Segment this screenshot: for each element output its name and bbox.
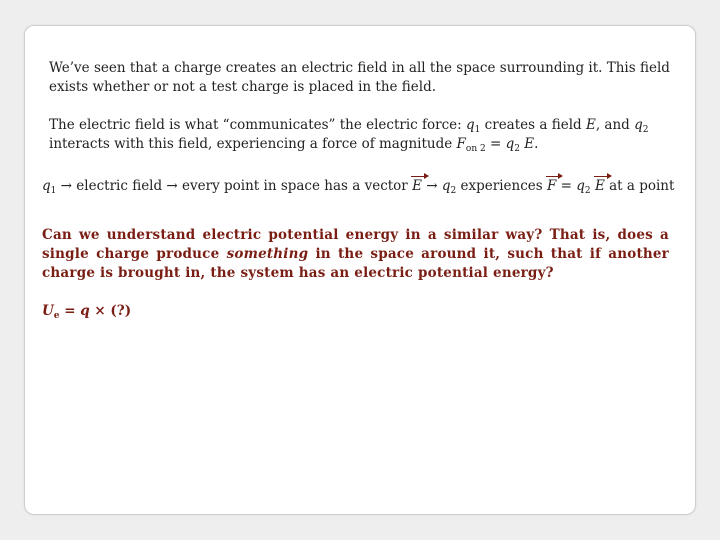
emphasis-something: something [226,246,309,262]
text-segment: experiences [456,178,547,194]
intro-text: We’ve seen that a charge creates an electric field in all the space surrounding it. This field exists whether or not a test charge is placed in the field. [49,60,670,95]
text-segment: creates a field [480,117,586,133]
text-segment: = [59,303,81,319]
q2-subscript: 2 [450,186,457,196]
E-symbol: E [520,136,535,152]
text-segment: → electric field → every point in space has a vector [56,178,413,194]
U-symbol: U [42,303,54,319]
q2-symbol: q [441,178,451,194]
q2-symbol: q [505,136,515,152]
q2-symbol: q [576,178,585,194]
q2-subscript: 2 [514,144,521,154]
text-segment: → [421,178,442,194]
q1-symbol: q [42,178,51,194]
q-symbol: q [80,303,90,319]
U-subscript: e [53,311,60,321]
E-vector-symbol: E [412,178,422,194]
slide [24,25,696,515]
paragraph-field-communicates-force [49,116,679,154]
text-segment: interacts with this field, experiencing a force of magnitude [49,136,457,152]
equation-electric-potential-energy [42,302,131,321]
E-symbol: E [585,117,596,133]
q2-subscript: 2 [642,125,649,135]
text-segment: Can we understand electric potential energy in a similar way? That is, does a single charge produce [42,227,669,262]
paragraph-electric-field-intro [49,59,679,97]
F-vector-symbol: F [546,178,557,194]
text-segment: , and [595,117,635,133]
F-symbol: F [456,136,466,152]
F-subscript: on 2 [465,144,486,154]
text-segment: . [534,136,539,152]
text-segment: in the space around it, such that if another charge is brought in, the system has an electric potential energy? [42,246,669,281]
paragraph-field-chain [42,177,692,196]
q2-symbol: q [634,117,643,133]
text-segment: × (?) [89,303,132,319]
q1-symbol: q [466,117,475,133]
q1-subscript: 1 [474,125,481,135]
text-segment: at a point [604,178,675,194]
text-segment: = [556,178,577,194]
text-segment: The electric field is what “communicates” the electric force: [49,117,466,133]
q2-subscript: 2 [584,186,591,196]
paragraph-potential-energy-question [42,226,669,283]
text-segment: = [485,136,506,152]
q1-subscript: 1 [50,186,57,196]
E-vector-symbol: E [594,178,605,194]
